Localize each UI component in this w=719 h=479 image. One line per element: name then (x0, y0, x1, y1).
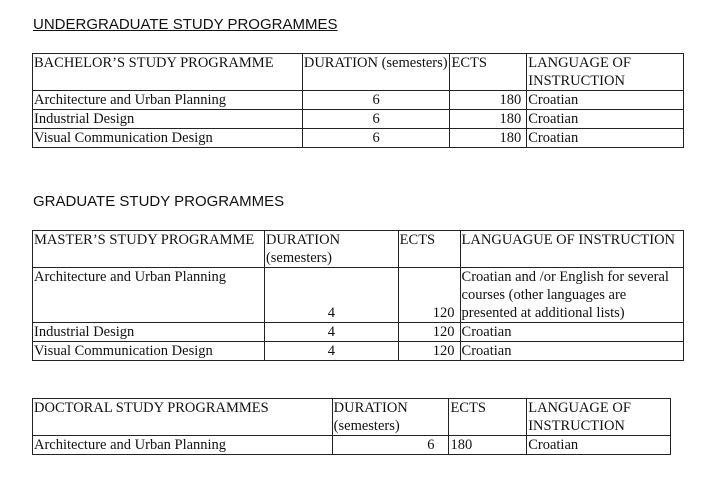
programme-cell: Visual Communication Design (33, 129, 303, 148)
ects-cell: 120 (398, 323, 460, 342)
duration-cell: 6 (302, 129, 450, 148)
table-row (33, 342, 684, 361)
language-cell: Croatian (527, 110, 684, 129)
header-cell: ECTS (449, 399, 527, 436)
table-row (33, 268, 684, 323)
programme-cell: Architecture and Urban Planning (33, 91, 303, 110)
undergraduate-heading: UNDERGRADUATE STUDY PROGRAMMES (33, 16, 338, 33)
programme-cell: Industrial Design (33, 110, 303, 129)
ects-cell: 180 (450, 110, 527, 129)
table-header-row (33, 231, 684, 268)
duration-cell: 4 (264, 323, 398, 342)
duration-cell: 6 (302, 110, 450, 129)
programme-cell: Architecture and Urban Planning (33, 268, 265, 323)
doctoral-programmes-table (32, 398, 671, 455)
header-cell: LANGUAGE OF INSTRUCTION (527, 399, 671, 436)
header-cell: LANGUAGE OF INSTRUCTION (527, 54, 684, 91)
header-cell: ECTS (398, 231, 460, 268)
language-cell: Croatian (460, 342, 683, 361)
language-cell: Croatian (527, 436, 671, 455)
programme-cell: Industrial Design (33, 323, 265, 342)
ects-cell: 180 (450, 129, 527, 148)
graduate-heading: GRADUATE STUDY PROGRAMMES (33, 193, 285, 210)
duration-cell: 6 (332, 436, 449, 455)
language-cell: Croatian (527, 91, 684, 110)
language-cell: Croatian (460, 323, 683, 342)
duration-cell: 4 (264, 342, 398, 361)
duration-cell: 6 (302, 91, 450, 110)
header-cell: DURATION (semesters) (264, 231, 398, 268)
header-cell: DURATION (semesters) (332, 399, 449, 436)
header-cell: MASTER’S STUDY PROGRAMME (33, 231, 265, 268)
header-cell: DURATION (semesters) (302, 54, 450, 91)
table-row (33, 110, 684, 129)
language-cell: Croatian and /or English for several courses (other languages are presented at additional lists) (460, 268, 683, 323)
programme-cell: Architecture and Urban Planning (33, 436, 333, 455)
bachelor-programmes-table (32, 53, 684, 148)
ects-cell: 120 (398, 342, 460, 361)
table-row (33, 91, 684, 110)
table-row (33, 436, 671, 455)
table-header-row (33, 399, 671, 436)
ects-cell: 180 (449, 436, 527, 455)
header-cell: LANGUAGUE OF INSTRUCTION (460, 231, 683, 268)
table-row (33, 323, 684, 342)
header-cell: DOCTORAL STUDY PROGRAMMES (33, 399, 333, 436)
master-programmes-table (32, 230, 684, 361)
language-cell: Croatian (527, 129, 684, 148)
ects-cell: 180 (450, 91, 527, 110)
duration-cell: 4 (264, 268, 398, 323)
table-header-row (33, 54, 684, 91)
header-cell: ECTS (450, 54, 527, 91)
ects-cell: 120 (398, 268, 460, 323)
header-cell: BACHELOR’S STUDY PROGRAMME (33, 54, 303, 91)
programme-cell: Visual Communication Design (33, 342, 265, 361)
table-row (33, 129, 684, 148)
